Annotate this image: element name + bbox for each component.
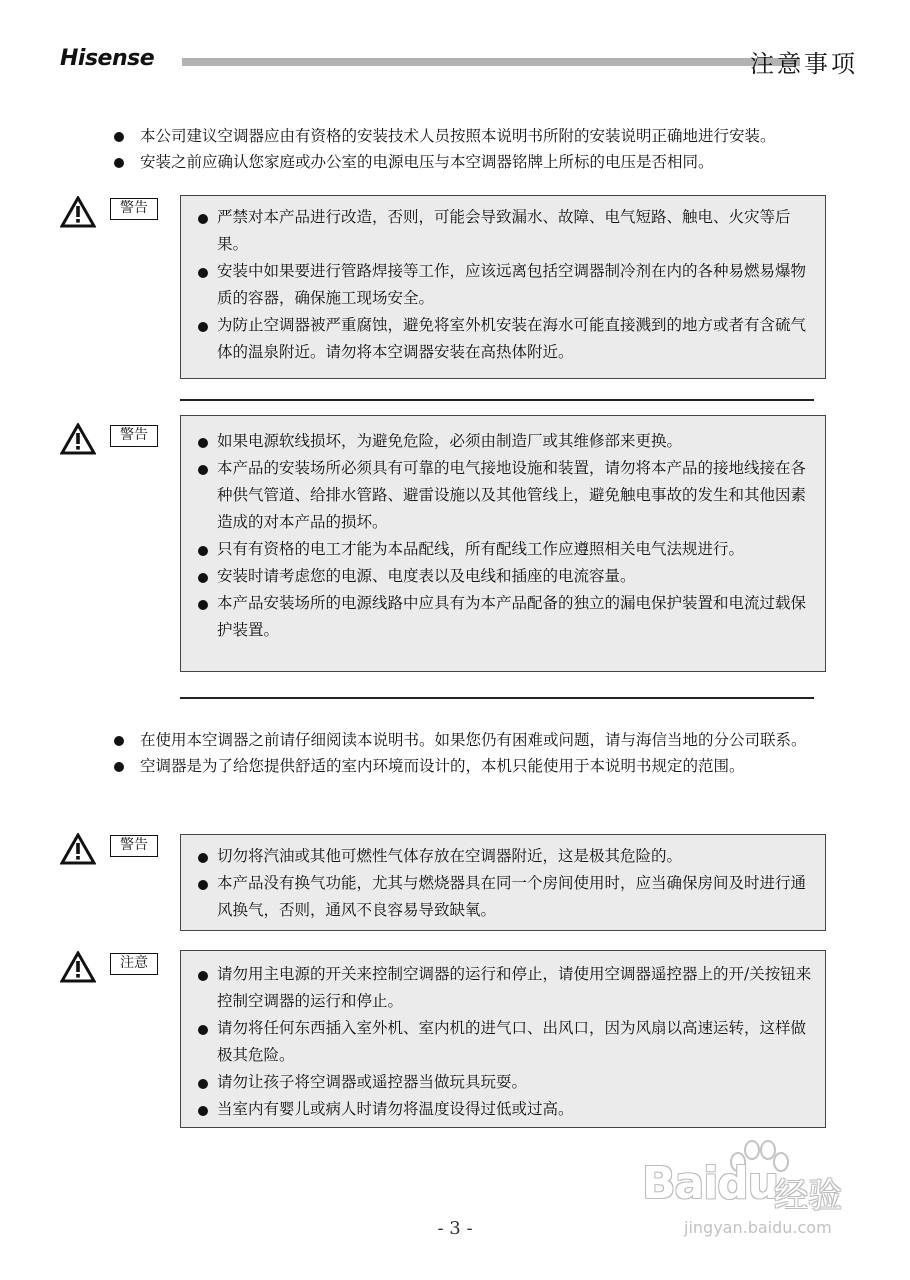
header-rule bbox=[182, 58, 800, 66]
baidu-watermark bbox=[638, 1140, 868, 1250]
watermark-url: jingyan.baidu.com bbox=[684, 1218, 832, 1237]
list-item: 严禁对本产品进行改造，否则，可能会导致漏水、故障、电气短路、触电、火灾等后果。 bbox=[187, 204, 813, 258]
caution-box bbox=[180, 950, 826, 1128]
caution-label: 注意 bbox=[110, 953, 158, 975]
intro-list bbox=[110, 123, 870, 175]
list-item: 当室内有婴儿或病人时请勿将温度设得过低或过高。 bbox=[187, 1096, 813, 1123]
warning-box bbox=[180, 195, 826, 379]
warning-triangle-icon bbox=[60, 951, 96, 983]
warning-sign bbox=[60, 833, 170, 867]
list-item: 请勿用主电源的开关来控制空调器的运行和停止，请使用空调器遥控器上的开/关按钮来控制空调器的运行和停止。 bbox=[187, 961, 813, 1015]
warning-box bbox=[180, 834, 826, 931]
section-divider bbox=[180, 399, 814, 401]
list-item: 请勿让孩子将空调器或遥控器当做玩具玩耍。 bbox=[187, 1069, 813, 1096]
list-item: 请勿将任何东西插入室外机、室内机的进气口、出风口，因为风扇以高速运转，这样做极其危险。 bbox=[187, 1015, 813, 1069]
list-item: 本产品安装场所的电源线路中应具有为本产品配备的独立的漏电保护装置和电流过载保护装置。 bbox=[187, 590, 813, 644]
list-item: 如果电源软线损坏，为避免危险，必须由制造厂或其维修部来更换。 bbox=[187, 428, 813, 455]
list-item: 本产品没有换气功能，尤其与燃烧器具在同一个房间使用时，应当确保房间及时进行通风换气，否则，通风不良容易导致缺氧。 bbox=[187, 870, 813, 924]
caution-sign bbox=[60, 951, 170, 985]
warning-triangle-icon bbox=[60, 423, 96, 455]
list-item: 空调器是为了给您提供舒适的室内环境而设计的，本机只能使用于本说明书规定的范围。 bbox=[110, 753, 830, 779]
warning-triangle-icon bbox=[60, 833, 96, 865]
warning-box bbox=[180, 415, 826, 672]
page-header bbox=[60, 44, 860, 80]
list-item: 切勿将汽油或其他可燃性气体存放在空调器附近，这是极其危险的。 bbox=[187, 843, 813, 870]
list-item: 安装时请考虑您的电源、电度表以及电线和插座的电流容量。 bbox=[187, 563, 813, 590]
page-number: - 3 - bbox=[437, 1218, 473, 1239]
warning-label: 警告 bbox=[110, 835, 158, 857]
warning-label: 警告 bbox=[110, 198, 158, 220]
watermark-suffix: 经验 bbox=[774, 1176, 842, 1216]
warning-label: 警告 bbox=[110, 425, 158, 447]
list-item: 为防止空调器被严重腐蚀，避免将室外机安装在海水可能直接溅到的地方或者有含硫气体的温泉附近。请勿将本空调器安装在高热体附近。 bbox=[187, 312, 813, 366]
watermark-brand: Baidu bbox=[642, 1158, 779, 1209]
warning-sign bbox=[60, 423, 170, 457]
list-item: 安装之前应确认您家庭或办公室的电源电压与本空调器铭牌上所标的电压是否相同。 bbox=[110, 149, 870, 175]
hisense-logo: Hisense bbox=[60, 46, 155, 71]
section-divider bbox=[180, 697, 814, 699]
page-title: 注意事项 bbox=[750, 50, 858, 78]
usage-list bbox=[110, 727, 830, 779]
list-item: 在使用本空调器之前请仔细阅读本说明书。如果您仍有困难或问题，请与海信当地的分公司联系。 bbox=[110, 727, 830, 753]
warning-sign bbox=[60, 196, 170, 230]
list-item: 本公司建议空调器应由有资格的安装技术人员按照本说明书所附的安装说明正确地进行安装。 bbox=[110, 123, 870, 149]
list-item: 只有有资格的电工才能为本品配线，所有配线工作应遵照相关电气法规进行。 bbox=[187, 536, 813, 563]
list-item: 本产品的安装场所必须具有可靠的电气接地设施和装置，请勿将本产品的接地线接在各种供气管道、给排水管路、避雷设施以及其他管线上，避免触电事故的发生和其他因素造成的对本产品的损坏。 bbox=[187, 455, 813, 536]
list-item: 安装中如果要进行管路焊接等工作，应该远离包括空调器制冷剂在内的各种易燃易爆物质的容器，确保施工现场安全。 bbox=[187, 258, 813, 312]
warning-triangle-icon bbox=[60, 196, 96, 228]
